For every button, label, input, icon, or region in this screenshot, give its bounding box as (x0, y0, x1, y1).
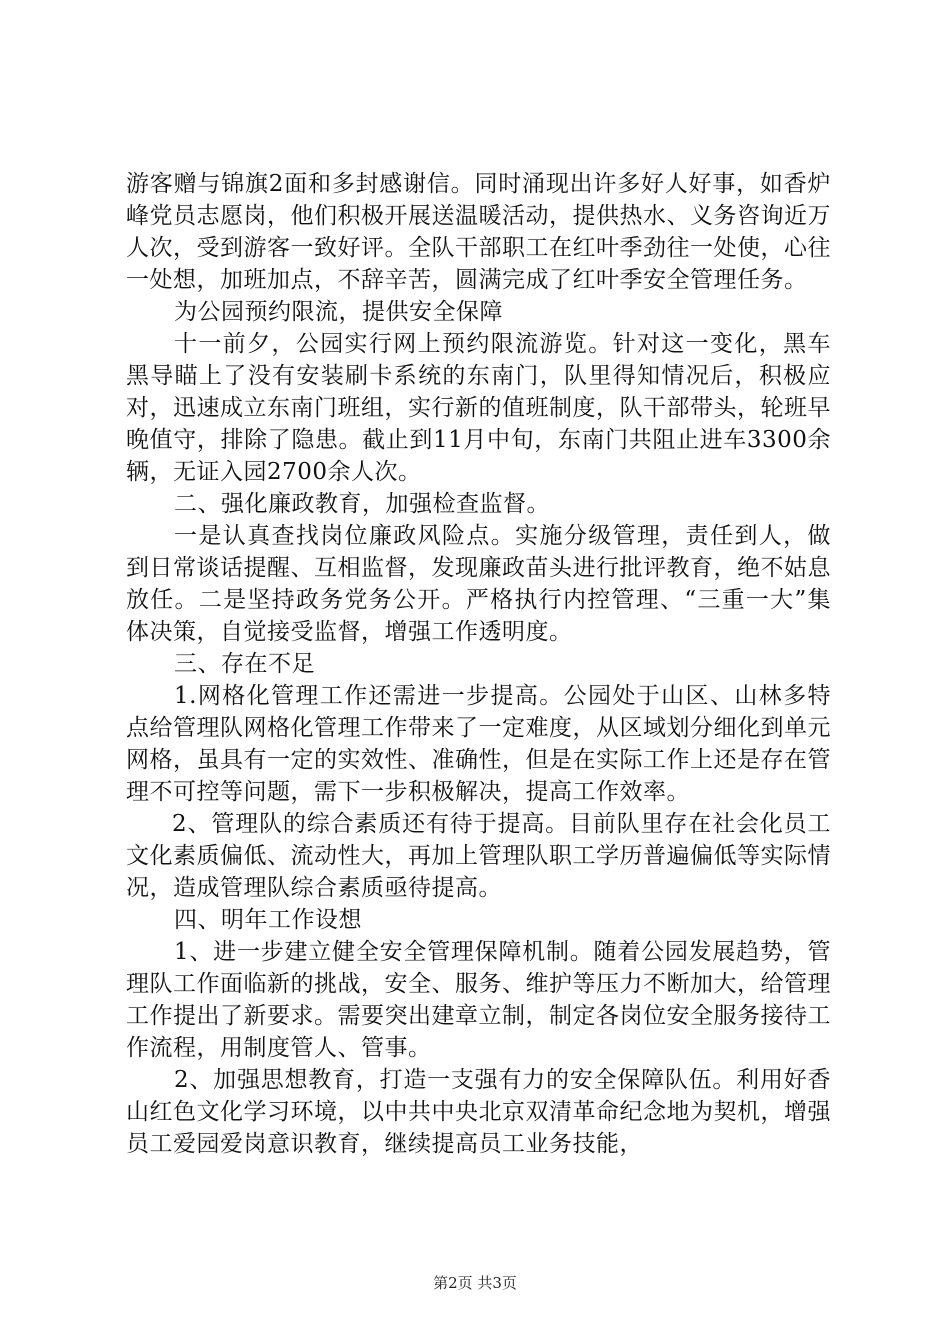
section-heading-shortcomings: 三、存在不足 (174, 651, 315, 677)
paragraph-thanks-letters: 游客赠与锦旗2面和多封感谢信。同时涌现出许多好人好事，如香炉峰党员志愿岗，他们积极开展送温暖活动，提供热水、义务咨询近万人次，受到游客一致好评。全队干部职工在红叶季劲往一处使，心往一处想，加班加点，不辞辛苦，圆满完成了红叶季安全管理任务。 (126, 171, 831, 293)
paragraph-plan-1: 1、进一步建立健全安全管理保障机制。随着公园发展趋势，管理队工作面临新的挑战，安全、服务、维护等压力不断加大，给管理工作提出了新要求。需要突出建章立制，制定各岗位安全服务接待工作流程，用制度管人、管事。 (126, 939, 831, 1061)
document-body (126, 168, 831, 1160)
page-footer: 第2页 共3页 (433, 1274, 517, 1292)
paragraph-integrity-details: 一是认真查找岗位廉政风险点。实施分级管理，责任到人，做到日常谈话提醒、互相监督，发现廉政苗头进行批评教育，绝不姑息放任。二是坚持政务党务公开。严格执行内控管理、“三重一大”集体决策，自觉接受监督，增强工作透明度。 (126, 523, 831, 645)
paragraph-plan-2: 2、加强思想教育，打造一支强有力的安全保障队伍。利用好香山红色文化学习环境，以中共中央北京双清革命纪念地为契机，增强员工爱园爱岗意识教育，继续提高员工业务技能， (126, 1067, 831, 1157)
section-heading-integrity: 二、强化廉政教育，加强检查监督。 (174, 491, 550, 517)
section-heading-next-year: 四、明年工作设想 (174, 907, 362, 933)
paragraph-shortcoming-1: 1.网格化管理工作还需进一步提高。公园处于山区、山林多特点给管理队网格化管理工作带来了一定难度，从区域划分细化到单元网格，虽具有一定的实效性、准确性，但是在实际工作上还是存在管理不可控等问题，需下一步积极解决，提高工作效率。 (126, 683, 831, 805)
paragraph-reservation-details: 十一前夕，公园实行网上预约限流游览。针对这一变化，黑车黑导瞄上了没有安装刷卡系统的东南门，队里得知情况后，积极应对，迅速成立东南门班组，实行新的值班制度，队干部带头，轮班早晚值守，排除了隐患。截止到11月中旬，东南门共阻止进车3300余辆，无证入园2700余人次。 (126, 331, 831, 485)
paragraph-shortcoming-2: 2、管理队的综合素质还有待于提高。目前队里存在社会化员工文化素质偏低、流动性大，再加上管理队职工学历普遍偏低等实际情况，造成管理队综合素质亟待提高。 (126, 811, 831, 901)
section-heading-reservation: 为公园预约限流，提供安全保障 (174, 299, 503, 325)
